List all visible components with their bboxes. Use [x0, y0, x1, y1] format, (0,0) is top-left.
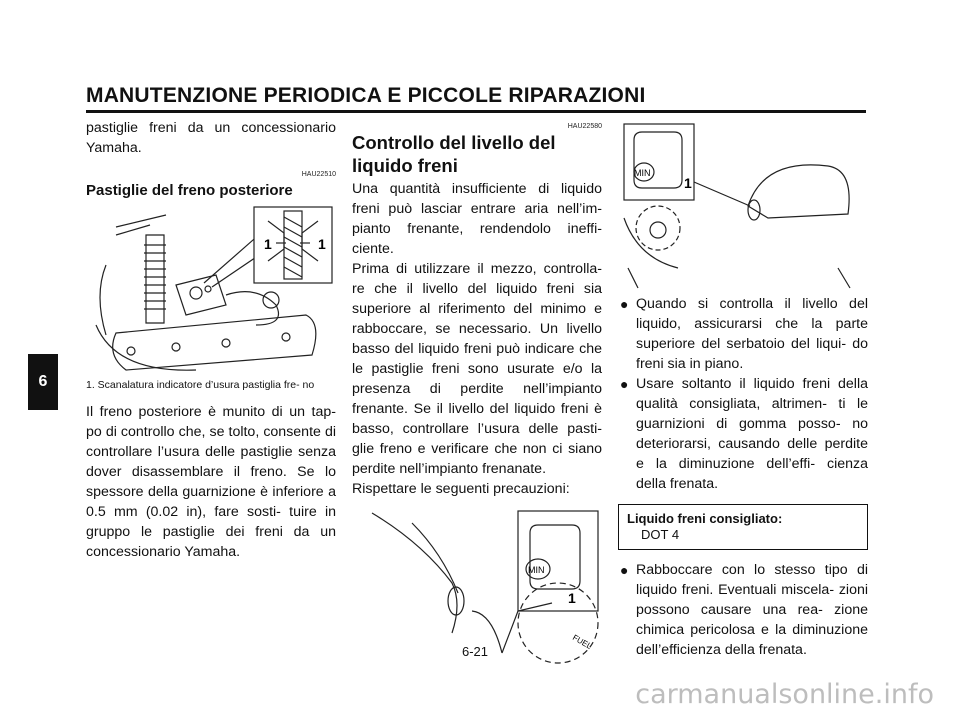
- col2-p1: Una quantità insufficiente di liquido freni può lasciar entrare aria nell’im- pianto frenante, rendendolo ineffi- ciente.: [352, 181, 602, 257]
- column-2: [352, 118, 602, 671]
- figure-label-left: 1: [264, 236, 272, 252]
- precautions-list-2: [618, 560, 868, 660]
- bullet-icon: ●: [620, 376, 629, 392]
- col2-p3: Rispettare le seguenti precauzioni:: [352, 481, 570, 497]
- col2-heading: Controllo del livello del liquido freni: [352, 132, 556, 176]
- min-mark: MIN: [528, 565, 545, 575]
- col1-code: HAU22510: [301, 171, 336, 178]
- page-number: 6-21: [462, 644, 489, 659]
- column-1: [86, 118, 336, 562]
- recommended-fluid-value: DOT 4: [641, 527, 680, 542]
- col2-p2: Prima di utilizzare il mezzo, controlla- re che il livello del liquido freni sia superiore al riferimento del minimo e rabboccare, se necessario. Un livello basso del liquido freni può indicare che le pastiglie freni sono usurate e/o la presenza di perdite nell’impianto frenante. Se il livello del liquido freni è basso, controllare l’usura delle pasti- glie freno e verificare che non ci siano perdite nell’impianto frenanate.: [352, 261, 602, 477]
- recommended-fluid-box: [618, 504, 868, 550]
- column-3: [618, 118, 868, 660]
- min-mark-2: MIN: [634, 168, 651, 178]
- col1-body: Il freno posteriore è munito di un tap- po di controllo che, se tolto, consente di controllare l’usura delle pastiglie senza dover disassemblare il freno. Se lo spessore della guarnizione è inferiore a 0.5 mm (0.02 in), fare sosti- tuire in gruppo le pastiglie dei freni da un concessionario Yamaha.: [86, 404, 336, 560]
- bullet-icon: ●: [620, 562, 629, 578]
- figure-label: 1: [568, 590, 576, 606]
- header-rule: [86, 110, 866, 113]
- col1-intro: pastiglie freni da un concessionario Yamaha.: [86, 120, 336, 156]
- figure-label-right: 1: [318, 236, 326, 252]
- list-item: ● Rabboccare con lo stesso tipo di liquido freni. Eventuali miscela- zioni possono causare una rea- zione chimica pericolosa e la diminuzione dell’efficienza della frenata.: [620, 562, 868, 658]
- chapter-tab: 6: [28, 354, 58, 410]
- page-header-title: MANUTENZIONE PERIODICA E PICCOLE RIPARAZIONI: [86, 84, 646, 107]
- precautions-list: [618, 294, 868, 494]
- reservoir-figure-2: [618, 118, 868, 290]
- list-item: ● Usare soltanto il liquido freni della qualità consigliata, altrimen- ti le guarnizioni di gomma posso- no deteriorarsi, causando delle perdite e la diminuzione dell’effi- cienza della frenata.: [620, 376, 868, 492]
- bullet-icon: ●: [620, 296, 629, 312]
- rear-brake-figure: [86, 205, 336, 373]
- col1-caption: 1. Scanalatura indicatore d’usura pastiglia fre- no: [86, 379, 315, 391]
- fuel-mark: FUEL: [571, 632, 594, 651]
- col1-heading: Pastiglie del freno posteriore: [86, 182, 293, 199]
- col2-code: HAU22580: [567, 123, 602, 130]
- list-item: ● Quando si controlla il livello del liquido, assicurarsi che la parte superiore del serbatoio del liqui- do freni sia in piano.: [620, 296, 868, 372]
- watermark: carmanualsonline.info: [635, 679, 934, 710]
- figure-label-2: 1: [684, 175, 692, 191]
- recommended-fluid-title: Liquido freni consigliato:: [627, 511, 783, 526]
